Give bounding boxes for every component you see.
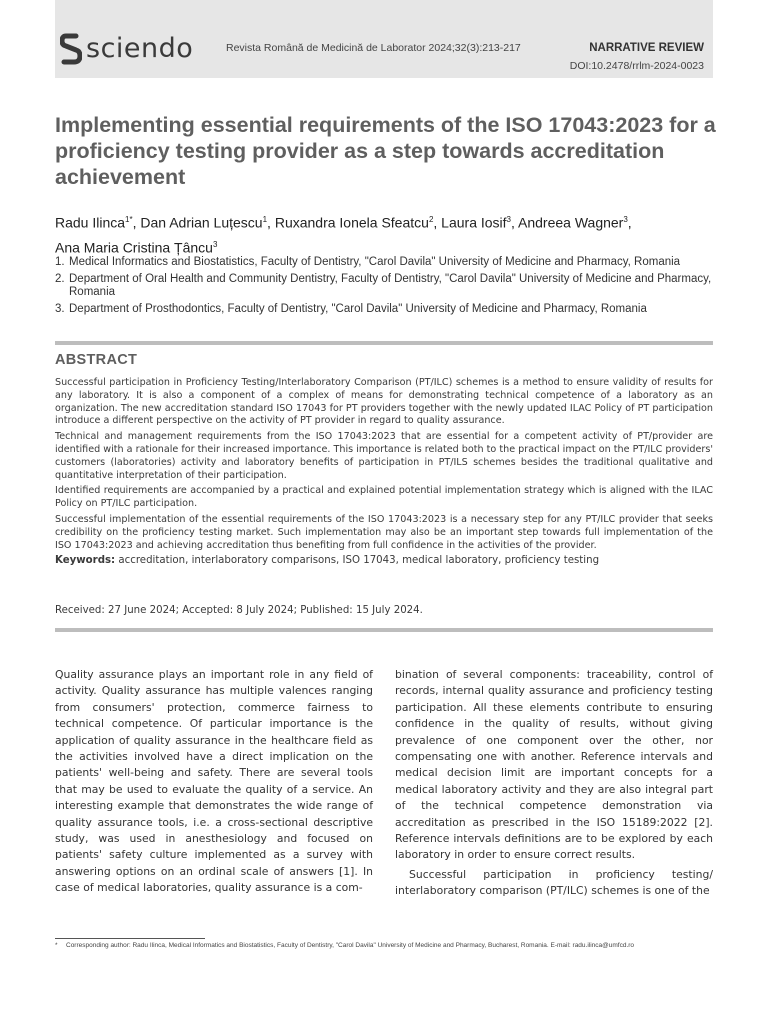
affiliation-list — [55, 256, 715, 320]
logo-wordmark: sciendo — [86, 33, 194, 64]
body-paragraph: Successful participation in proficiency testing/ interlaboratory comparison (PT/ILC) schemes is one of the — [395, 867, 713, 898]
keywords-text: accreditation, interlaboratory comparisons, ISO 17043, medical laboratory, proficiency testing — [118, 555, 600, 567]
author-affiliation-marker: 2 — [428, 215, 434, 224]
sciendo-logo-icon — [60, 33, 82, 65]
body-right-column — [395, 667, 713, 900]
author-name: Andreea Wagner — [518, 214, 624, 231]
publisher-logo — [60, 33, 193, 65]
footnote-marker: * — [55, 942, 58, 949]
abstract-paragraph: Technical and management requirements from the ISO 17043:2023 that are essential for a competent activity of PT/provider are identified with a rationale for their increased importance. This importance is related both to the practical impact on the PT/ILC providers' customers (laboratories) activity and laboratory benefits of participation in PT/ILS schemes besides the traditional qualitative and quantitative interpretation of their participation. — [55, 431, 713, 481]
author-name: Ana Maria Cristina Țâncu — [55, 239, 213, 256]
affiliation-text: Medical Informatics and Biostatistics, Faculty of Dentistry, "Carol Davila" University of Medicine and Pharmacy, Romania — [69, 256, 681, 268]
affiliation-item — [55, 303, 715, 316]
footnote-text: Corresponding author: Radu Ilinca, Medical Informatics and Biostatistics, Faculty of Dentistry, "Carol Davila" University of Medicine and Pharmacy, Bucharest, Romania. E-mail: radu.ilinca@umfcd.ro — [66, 942, 635, 949]
author-name: Ruxandra Ionela Sfeatcu — [274, 214, 429, 231]
abstract-top-divider — [55, 341, 713, 345]
journal-citation: Revista Română de Medicină de Laborator 2024;32(3):213-217 — [226, 42, 521, 54]
affiliation-item — [55, 273, 715, 299]
publication-dates: Received: 27 June 2024; Accepted: 8 July 2024; Published: 15 July 2024. — [55, 605, 423, 616]
body-left-column — [55, 667, 373, 897]
affiliation-number: 2. — [55, 273, 65, 285]
affiliation-number: 3. — [55, 303, 65, 315]
body-paragraph: bination of several components: traceability, control of records, internal quality assurance and proficiency testing participation. All these elements contribute to ensuring confidence in the quality of results, without giving prevalence of one component over the other, nor compensating one with another. Reference intervals and medical decision limit are important concepts for a medical laboratory activity and they are also integral part of the technical competence demonstration via accreditation as prescribed in the ISO 15189:2022 [2]. Reference intervals definitions are to be explored by each laboratory in order to ensure correct results. — [395, 668, 713, 862]
abstract-body — [55, 377, 713, 568]
affiliation-item — [55, 256, 715, 269]
keywords-label: Keywords: — [55, 555, 116, 567]
corresponding-author-footnote — [55, 942, 715, 949]
author-affiliation-marker: 3 — [212, 239, 218, 249]
author-affiliation-marker: 3 — [623, 215, 628, 224]
body-paragraph: Quality assurance plays an important role in any field of activity. Quality assurance has multiple valences ranging from consumers' protection, commerce fairness to technical competence. Of particular importance is the application of quality assurance in the healthcare field as the activities involved have a direct implication on the patients' well-being and safety. There are several tools that may be used to evaluate the quality of a service. An interesting example that demonstrates the wide range of quality assurance tools, i.e. a cross-sectional descriptive study, was used in anesthesiology and focused on patients' safety culture implemented as a survey with answering options on an ordinal scale of answers [1]. In case of medical laboratories, quality assurance is a com- — [55, 668, 373, 895]
author-name: Radu Ilinca — [55, 214, 126, 231]
journal-header — [55, 0, 713, 78]
doi-link[interactable]: DOI:10.2478/rrlm-2024-0023 — [569, 60, 704, 72]
author-list: Radu Ilinca$^{1*}$, Dan Adrian Luțescu$^1$, Ruxandra Ionela Sfeatcu$^2$, Laura Iosif$^3$, Andreea Wagner$^3$, Ana Maria Cristina Țâncu$^3$ — [55, 214, 632, 256]
author-affiliation-marker: 1* — [125, 215, 133, 224]
abstract-paragraph: Successful implementation of the essential requirements of the ISO 17043:2023 is a necessary step for any PT/ILC provider that seeks credibility on the proficiency testing market. Such implementation may also be an important step towards full implementation of the ISO 17043:2023 and achieving accreditation thus benefiting from full confidence in the activities of the provider. — [55, 513, 713, 551]
author-name: Laura Iosif — [441, 214, 507, 231]
affiliation-text: Department of Oral Health and Community Dentistry, Faculty of Dentistry, "Carol Davila" University of Medicine and Pharmacy, Romania — [69, 273, 712, 298]
abstract-paragraph: Identified requirements are accompanied by a practical and explained potential implementation strategy which is aligned with the ILAC Policy on PT/ILC participation. — [55, 485, 713, 510]
affiliation-text: Department of Prosthodontics, Faculty of Dentistry, "Carol Davila" University of Medicine and Pharmacy, Romania — [69, 303, 647, 315]
keywords-line — [55, 555, 713, 568]
abstract-paragraph: Successful participation in Proficiency Testing/Interlaboratory Comparison (PT/ILC) schemes is a method to ensure validity of results for any laboratory. It is also a component of a complex of means for demonstrating technical competence of a laboratory as an organization. The new accreditation standard ISO 17043 for PT providers together with the newly updated ILAC Policy of PT participation introduce a different perspective on the activity of PT provider in regard to quality assurance. — [55, 377, 713, 427]
author-affiliation-marker: 1 — [262, 215, 268, 224]
article-title: Implementing essential requirements of the ISO 17043:2023 for a proficiency testing provider as a step towards accreditation achievement — [55, 113, 716, 189]
author-affiliation-marker: 3 — [506, 215, 511, 224]
abstract-bottom-divider — [55, 628, 713, 632]
affiliation-number: 1. — [55, 256, 65, 268]
abstract-heading: ABSTRACT — [55, 352, 138, 368]
footnote-divider — [55, 938, 205, 939]
author-name: Dan Adrian Luțescu — [140, 214, 263, 231]
article-type: NARRATIVE REVIEW — [589, 42, 704, 54]
